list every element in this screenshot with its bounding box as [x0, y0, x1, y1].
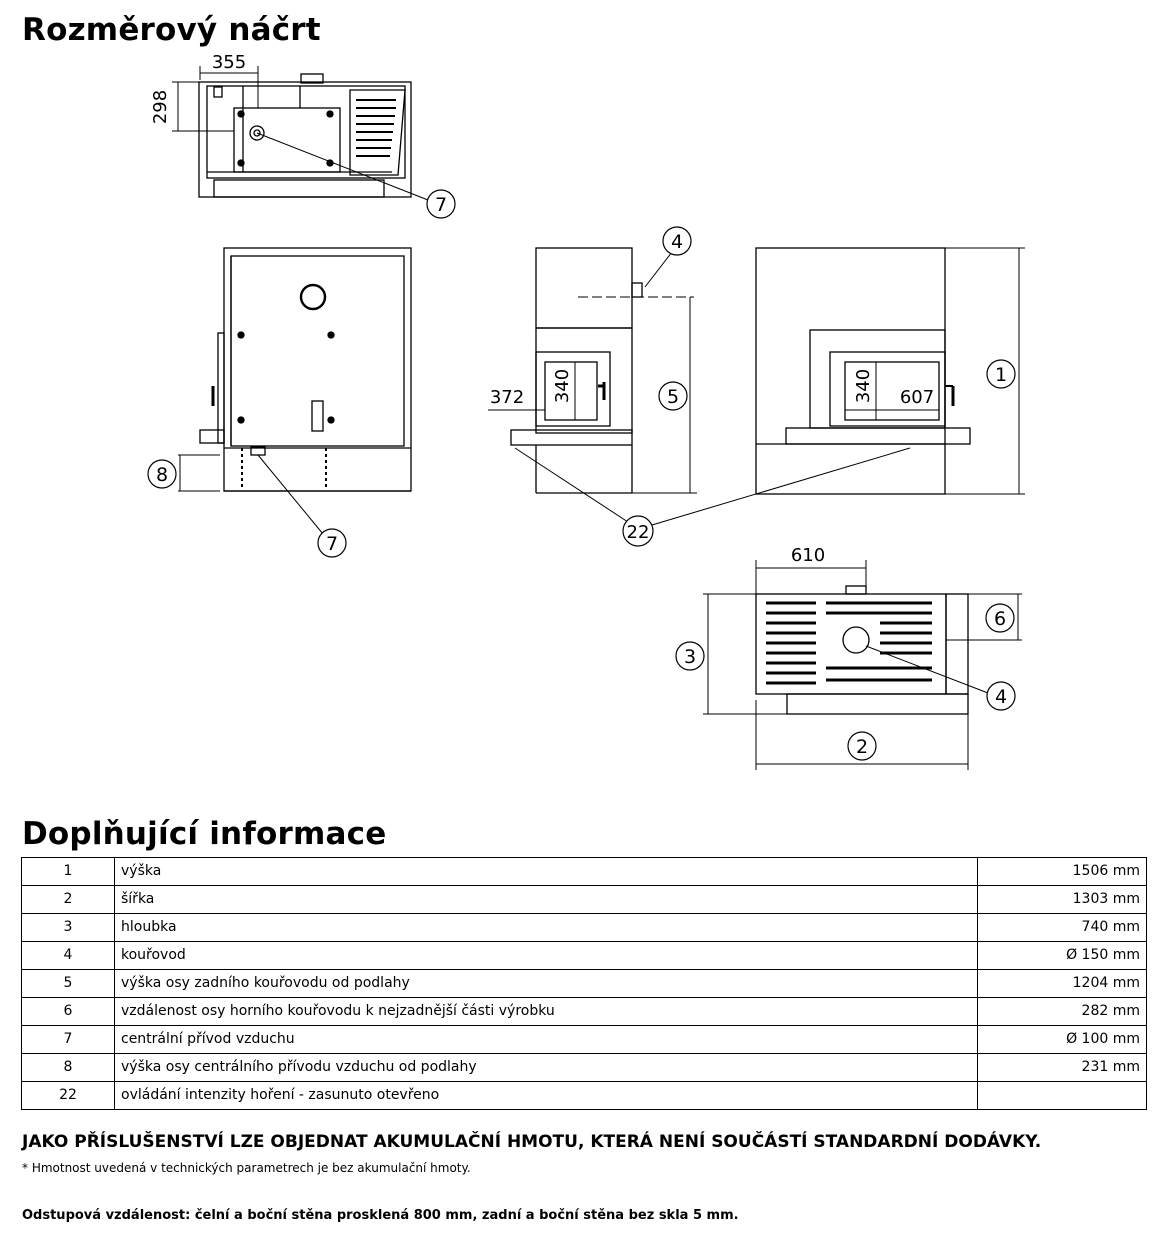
- row-number: 4: [22, 942, 115, 970]
- row-value: 1204 mm: [978, 970, 1147, 998]
- callout-2: 2: [855, 736, 869, 758]
- row-description: výška osy zadního kouřovodu od podlahy: [115, 970, 978, 998]
- row-value: 740 mm: [978, 914, 1147, 942]
- callout-6: 6: [993, 608, 1007, 630]
- row-number: 1: [22, 858, 115, 886]
- row-value: [978, 1082, 1147, 1110]
- callout-22: 22: [626, 522, 650, 543]
- accessory-note: JAKO PŘÍSLUŠENSTVÍ LZE OBJEDNAT AKUMULAČNÍ HMOTU, KTERÁ NENÍ SOUČÁSTÍ STANDARDNÍ DODÁVKY.: [22, 1132, 1042, 1152]
- row-number: 2: [22, 886, 115, 914]
- info-title: Doplňující informace: [22, 816, 387, 852]
- callout-4b: 4: [994, 686, 1008, 708]
- row-description: kouřovod: [115, 942, 978, 970]
- row-number: 3: [22, 914, 115, 942]
- row-number: 7: [22, 1026, 115, 1054]
- table-row: [22, 1054, 1147, 1082]
- table-row: [22, 998, 1147, 1026]
- top-view: [172, 66, 428, 200]
- callout-7a: 7: [434, 194, 448, 216]
- row-number: 22: [22, 1082, 115, 1110]
- row-number: 8: [22, 1054, 115, 1082]
- row-description: hloubka: [115, 914, 978, 942]
- row-description: výška: [115, 858, 978, 886]
- callout-5: 5: [666, 386, 680, 408]
- row-value: 282 mm: [978, 998, 1147, 1026]
- table-row: [22, 1026, 1147, 1054]
- row-number: 5: [22, 970, 115, 998]
- front-view: [652, 248, 1025, 525]
- table-row: [22, 970, 1147, 998]
- weight-note: * Hmotnost uvedená v technických parametrech je bez akumulační hmoty.: [22, 1161, 471, 1175]
- row-value: Ø 150 mm: [978, 942, 1147, 970]
- distance-note: Odstupová vzdálenost: čelní a boční stěna prosklená 800 mm, zadní a boční stěna bez skla 5 mm.: [22, 1208, 739, 1223]
- sketch-title: Rozměrový náčrt: [22, 12, 321, 48]
- row-value: 1303 mm: [978, 886, 1147, 914]
- table-row: [22, 886, 1147, 914]
- row-number: 6: [22, 998, 115, 1026]
- callout-7b: 7: [325, 533, 339, 555]
- row-description: vzdálenost osy horního kouřovodu k nejzadnější části výrobku: [115, 998, 978, 1026]
- dim-plan-width: 610: [790, 545, 826, 566]
- callout-1: 1: [994, 364, 1008, 386]
- table-row: [22, 914, 1147, 942]
- row-description: šířka: [115, 886, 978, 914]
- table-row: [22, 942, 1147, 970]
- dim-top-depth: 298: [150, 89, 171, 125]
- row-value: Ø 100 mm: [978, 1026, 1147, 1054]
- row-description: ovládání intenzity hoření - zasunuto otevřeno: [115, 1082, 978, 1110]
- dim-front-width: 607: [899, 387, 935, 408]
- row-description: centrální přívod vzduchu: [115, 1026, 978, 1054]
- row-value: 231 mm: [978, 1054, 1147, 1082]
- row-value: 1506 mm: [978, 858, 1147, 886]
- row-description: výška osy centrálního přívodu vzduchu od podlahy: [115, 1054, 978, 1082]
- callout-3: 3: [683, 646, 697, 668]
- callout-4a: 4: [670, 231, 684, 253]
- info-table: [21, 857, 1147, 1110]
- callout-8: 8: [155, 464, 169, 486]
- dim-top-width: 355: [211, 52, 247, 73]
- dim-front-height: 340: [853, 368, 874, 404]
- dim-side-depth: 372: [489, 387, 525, 408]
- table-row: [22, 1082, 1147, 1110]
- dim-side-height: 340: [552, 368, 573, 404]
- table-row: [22, 858, 1147, 886]
- rear-view: [178, 248, 411, 534]
